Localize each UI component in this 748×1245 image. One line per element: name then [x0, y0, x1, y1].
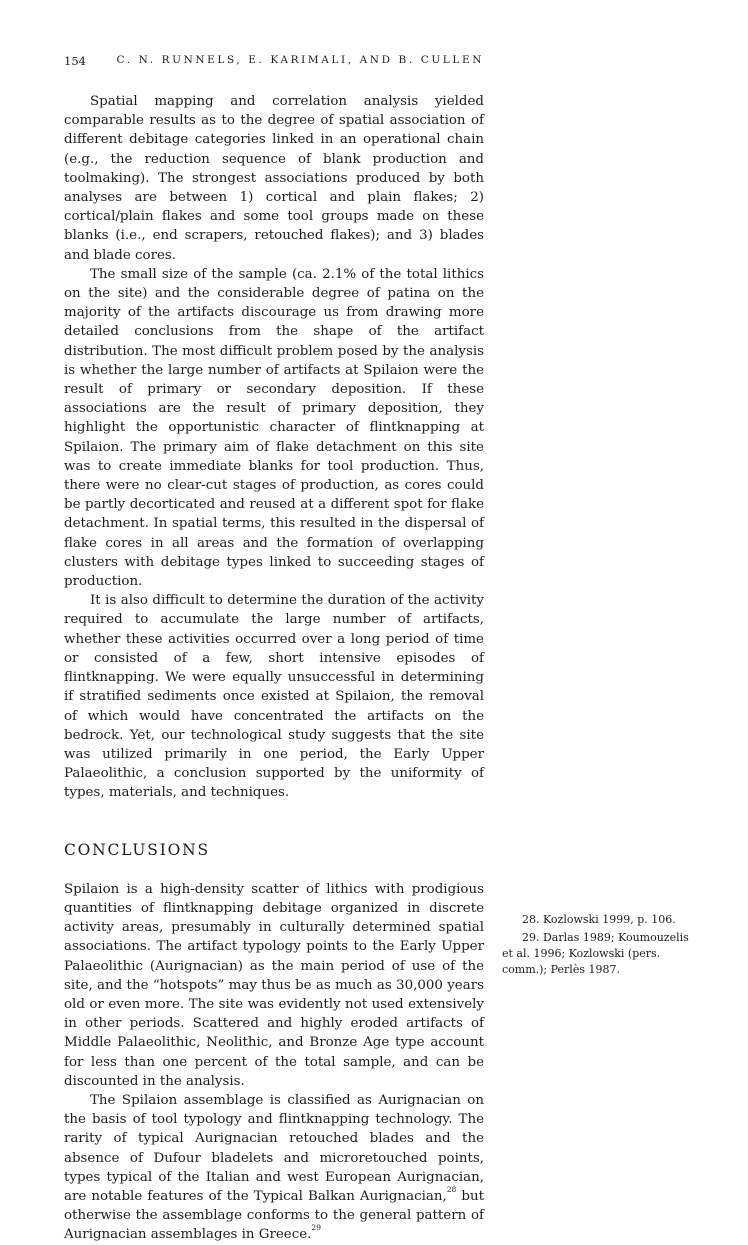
running-head — [64, 54, 484, 70]
footnote-ref-29[interactable]: 29 — [311, 1223, 321, 1233]
main-text-column — [64, 92, 484, 1245]
paragraph-text-part2: but otherwise the assemblage conforms to the general pattern of Aurignacian assemblages in Greece. — [64, 1188, 484, 1243]
footnote-28: 28. Kozlowski 1999, p. 106. — [522, 913, 676, 926]
paragraph-duration: It is also difficult to determine the duration of the activity required to accumulate the large number of artifacts, whether these activities occurred over a long period of time or consisted of a few, short intensive episodes of flintknapping. We were equally unsuccessful in determining if stratified sediments once existed at Spilaion, the removal of which would have concentrated the artifacts on the bedrock. Yet, our technological study suggests that the site was utilized primarily in one period, the Early Upper Palaeolithic, a conclusion supported by the uniformity of types, materials, and techniques. — [64, 593, 484, 801]
footnote-29: 29. Darlas 1989; Koumouzelis et al. 1996; Kozlowski (pers. comm.); Perlès 1987. — [502, 931, 689, 976]
paragraph-assemblage-classification — [64, 1091, 484, 1245]
running-head-authors: C. N. RUNNELS, E. KARIMALI, AND B. CULLEN — [116, 54, 484, 66]
page-number: 154 — [64, 54, 86, 68]
paragraph-text-part1: The Spilaion assemblage is classified as Aurignacian on the basis of tool typology and flintknapping technology. The rarity of typical Aurignacian retouched blades and the absence of Dufour bladelets and microretouched points, types typical of the Italian and west European Aurignacian, are notable features of the Typical Balkan Aurignacian, — [64, 1092, 484, 1204]
paragraph-sample-size: The small size of the sample (ca. 2.1% of the total lithics on the site) and the considerable degree of patina on the majority of the artifacts discourage us from drawing more detailed conclusions from the shape of the artifact distribution. The most difficult problem posed by the analysis is whether the large number of artifacts at Spilaion were the result of primary or secondary deposition. If these associations are the result of primary deposition, they highlight the opportunistic character of flintknapping at Spilaion. The primary aim of flake detachment on this site was to create immediate blanks for tool production. Thus, there were no clear-cut stages of production, as cores could be partly decorticated and reused at a different spot for flake detachment. In spatial terms, this resulted in the dispersal of flake cores in all areas and the formation of overlapping clusters with debitage types linked to succeeding stages of production. — [64, 266, 484, 590]
footnote-ref-28[interactable]: 28 — [446, 1184, 457, 1194]
footnotes — [502, 912, 700, 980]
paragraph-conclusions-summary: Spilaion is a high-density scatter of lithics with prodigious quantities of flintknapping debitage organized in discrete activity areas, presumably in culturally determined spatial associations. The artifact typology points to the Early Upper Palaeolithic (Aurignacian) as the main period of use of the site, and the “hotspots” may thus be as much as 30,000 years old or even more. The site was evidently not used extensively in other periods. Scattered and highly eroded artifacts of Middle Palaeolithic, Neolithic, and Bronze Age type account for less than one percent of the total sample, and can be discounted in the analysis. — [64, 881, 484, 1089]
section-heading-conclusions: CONCLUSIONS — [64, 840, 210, 859]
paragraph-spatial-mapping: Spatial mapping and correlation analysis yielded comparable results as to the degree of spatial association of different debitage categories linked in an operational chain (e.g., the reduction sequence of blank production and toolmaking). The strongest associations produced by both analyses are between 1) cortical and plain flakes; 2) cortical/plain flakes and some tool groups made on these blanks (i.e., end scrapers, retouched flakes); and 3) blades and blade cores. — [64, 94, 484, 263]
